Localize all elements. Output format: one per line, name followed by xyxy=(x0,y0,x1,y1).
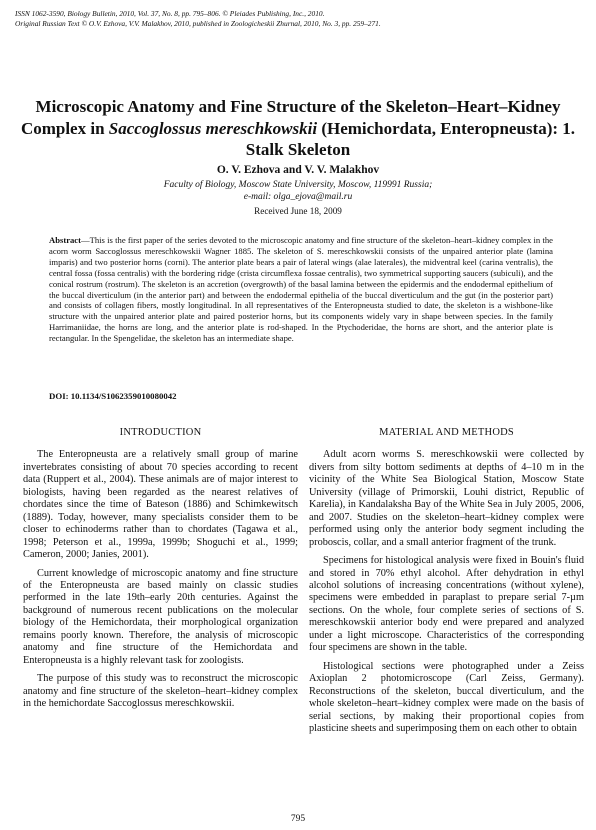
introduction-heading: INTRODUCTION xyxy=(119,427,202,438)
doi[interactable]: DOI: 10.1134/S1062359010080042 xyxy=(49,391,177,401)
methods-paragraph: Adult acorn worms S. mereschkowskii were collected by divers from silty bottom sediments at depths of 4–10 m in the vicinity of the White Sea Biological Station, Moscow State University (village of Primorskii, Louhi district, Republic of Karelia), in Kandalaksha Bay of the White Sea in July 2005, 2006, and 2007. Studies on the skeleton–heart–kidney complex were performed using only the anterior body segment including the proboscis, collar, and a small anterior fragment of the trunk. xyxy=(309,449,584,548)
affiliation xyxy=(0,180,596,203)
introduction-paragraph: The Enteropneusta are a relatively small group of marine invertebrates consisting of about 70 species according to recent data (Ruppert et al., 2004). These animals are of major interest to biologists, having been regarded as the nearest relatives of chordates since the time of Bateson (1886) and Schimkewitsch (1889). Today, however, many specialists consider them to be closer to echinoderms rather than to chordates (Tagawa et al., 1998; Peterson et al., 1999a, 1999b; Shoguchi et al., 1999; Cameron, 2000; Janies, 2001). xyxy=(23,449,298,561)
methods-paragraph: Histological sections were photographed under a Zeiss Axioplan 2 photomicroscope (Carl Zeiss, Germany). Reconstructions of the skeleton, buccal diverticulum, and the whole skeleton–heart–kidney complex were made on the basis of serial sections, by making their proportional copies from plasticine sheets and superimposing them on each other to obtain xyxy=(309,660,584,734)
methods-section xyxy=(309,427,584,741)
received-date: Received June 18, 2009 xyxy=(254,206,342,216)
title-part-1: Microscopic Anatomy and Fine Structure of the Skeleton–Heart–Kidney Complex in xyxy=(20,97,561,138)
abstract xyxy=(49,235,553,344)
authors: O. V. Ezhova and V. V. Malakhov xyxy=(216,164,380,176)
introduction-paragraph: The purpose of this study was to reconstruct the microscopic anatomy and fine structure of the skeleton–heart–kidney complex in the hemichordate Saccoglossus mereschkowskii. xyxy=(23,673,298,710)
abstract-label: Abstract xyxy=(49,235,81,245)
introduction-section xyxy=(23,427,298,717)
affiliation-email[interactable]: e-mail: olga_ejova@mail.ru xyxy=(243,191,353,202)
journal-header xyxy=(15,9,585,28)
abstract-text: —This is the first paper of the series devoted to the microscopic anatomy and fine structure of the skeleton–heart–kidney complex in the acorn worm Saccoglossus mereschkowskii Wagner 1885. The skeleton of S. mereschkowskii consists of the unpaired anterior plate (lamina imparis) and two posterior horns (corni). The anterior plate bears a pair of lateral wings (alae laterales), the midventral keel (carina ventralis), the central fossa (fossa centralis) with the bordering ridge (crista circumflexa fossae centralis), two symmetrical supporting saucers (subiculi), and the conical rostrum (rostrum). The skeleton is an accretion (overgrowth) of the basal lamina between the epidermis and the endodermal epithelium of the buccal diverticulum (in the anterior part) and between the endodermal epithelia of the buccal diverticulum and the gut (in the posterior part) and consists of collagen fibers, mostly longitudinal. In all representatives of the Enteropneusta studied to date, the skeleton is a wishbone-like structure with the unpaired anterior plate and paired posterior horns, but its components widely vary in shape between species. In the family Harrimaniidae, the horns are long, and the anterior plate is rod-shaped. In the Ptychoderidae, the horns are short, and the anterior plate is rectangular. In the Spengelidae, the skeleton has an intermediate shape. xyxy=(49,235,553,344)
journal-header-line-1: ISSN 1062-3590, Biology Bulletin, 2010, Vol. 37, No. 8, pp. 795–806. © Pleiades Publishing, Inc., 2010. xyxy=(15,9,325,18)
methods-heading: MATERIAL AND METHODS xyxy=(379,427,514,438)
page-number: 795 xyxy=(290,814,306,824)
introduction-paragraph: Current knowledge of microscopic anatomy and fine structure of the Enteropneusta are based mainly on classic studies performed in the late 19th–early 20th centuries. Against the background of numerous recent publications on the molecular biology of the Hemichordata, their morphological organization remains poorly known. Therefore, the analysis of microscopic anatomy and fine structure of the Hemichordata and Enteropneusta is a highly relevant task for zoologists. xyxy=(23,567,298,666)
journal-header-line-2: Original Russian Text © O.V. Ezhova, V.V. Malakhov, 2010, published in Zoologicheskii Zhurnal, 2010, No. 3, pp. 259–271. xyxy=(15,18,381,28)
title-species: Saccoglossus mereschkowskii xyxy=(108,118,318,138)
methods-paragraph: Specimens for histological analysis were fixed in Bouin's fluid and stored in 70% ethyl alcohol. After dehydration in ethyl alcohol solutions of increasing concentrations (without xylene), specimens were embedded in paraplast to prepare serial 7-µm sections. On the whole, four complete series of sections of S. mereschkowskii anterior body end were prepared and analyzed under a light microscope. Characteristics of the corresponding four specimens are shown in the table. xyxy=(309,555,584,654)
affiliation-line-1: Faculty of Biology, Moscow State University, Moscow, 119991 Russia; xyxy=(163,180,433,190)
title-part-2: (Hemichordata, Enteropneusta): 1. Stalk Skeleton xyxy=(245,118,576,159)
paper-title xyxy=(20,96,576,161)
